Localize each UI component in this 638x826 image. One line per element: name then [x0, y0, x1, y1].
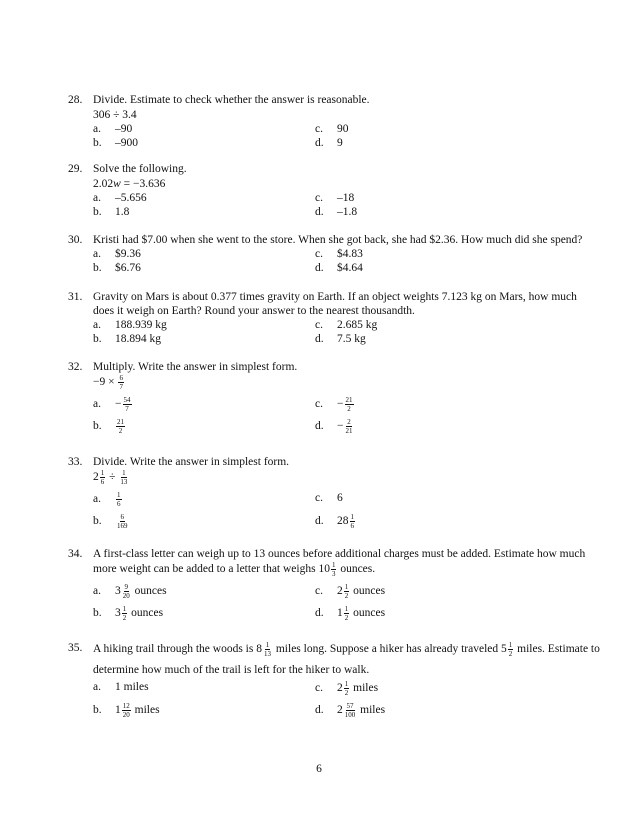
question-number: 31. — [68, 291, 83, 303]
fraction: $\frac{1}{2}$ — [508, 641, 513, 658]
fraction: $\frac{9}{20}$ — [122, 583, 130, 600]
question-28 — [68, 93, 608, 150]
choice-b[interactable]: b. 3 $\frac{1}{2}$ ounces — [93, 605, 164, 622]
choice-a[interactable]: a. 188.939 kg — [93, 319, 167, 331]
question-number: 32. — [68, 361, 83, 373]
choice-d[interactable]: d. 7.5 kg — [315, 333, 366, 345]
question-35 — [68, 641, 608, 724]
question-29 — [68, 162, 608, 219]
question-number: 33. — [68, 456, 83, 468]
question-31 — [68, 290, 608, 346]
question-expression: 306 ÷ 3.4 — [93, 109, 137, 121]
choice-d[interactable]: d. 1 $\frac{1}{2}$ ounces — [315, 605, 386, 622]
choice-a[interactable]: a. –5.656 — [93, 192, 147, 204]
question-stem: Divide. Estimate to check whether the answer is reasonable. — [93, 94, 370, 106]
fraction: $\frac{2}{21}$ — [345, 418, 353, 435]
choice-d[interactable]: d. 2 $\frac{57}{100}$ miles — [315, 702, 386, 719]
choice-d[interactable]: d. − $\frac{2}{21}$ — [315, 418, 353, 435]
question-stem: Solve the following. — [93, 163, 187, 175]
choice-c[interactable]: c. − $\frac{21}{2}$ — [315, 396, 353, 413]
choice-b[interactable]: b. 1 $\frac{12}{20}$ miles — [93, 702, 160, 719]
choice-c[interactable]: c. 2 $\frac{1}{2}$ miles — [315, 680, 379, 697]
choice-a[interactable]: a. –90 — [93, 123, 133, 135]
question-expression: 2 $\frac{1}{6}$ ÷ $\frac{1}{13}$ — [93, 469, 128, 486]
fraction: $\frac{6}{169}$ — [117, 513, 128, 530]
choice-a[interactable]: a. − $\frac{54}{7}$ — [93, 396, 131, 413]
question-stem-line-1: A first-class letter can weigh up to 13 ounces before additional charges must be added. Estimate how much — [93, 548, 586, 560]
choice-b[interactable]: b. $6.76 — [93, 262, 141, 274]
question-33 — [68, 455, 608, 535]
choice-c[interactable]: c. 2 $\frac{1}{2}$ ounces — [315, 583, 386, 600]
fraction: $\frac{1}{2}$ — [344, 680, 349, 697]
question-34 — [68, 547, 608, 627]
question-stem: Gravity on Mars is about 0.377 times gravity on Earth. If an object weights 7.123 kg on Mars, how much does it weigh on Earth? Round your answer to the nearest thousandth. — [93, 291, 577, 317]
fraction: $\frac{57}{100}$ — [344, 702, 356, 719]
choice-c[interactable]: c. $4.83 — [315, 248, 363, 260]
fraction: $\frac{1}{13}$ — [263, 641, 271, 658]
question-stem: Divide. Write the answer in simplest form. — [93, 456, 290, 468]
choice-d[interactable]: d. 28 $\frac{1}{6}$ — [315, 513, 354, 530]
fraction: $\frac{1}{13}$ — [120, 469, 128, 486]
choice-a[interactable]: a. 1 miles — [93, 681, 149, 693]
choice-a[interactable]: a. 3 $\frac{9}{20}$ ounces — [93, 583, 167, 600]
question-30 — [68, 233, 608, 275]
page-number: 6 — [316, 763, 322, 775]
choice-b[interactable]: b. 1.8 — [93, 206, 130, 218]
choice-c[interactable]: c. 2.685 kg — [315, 319, 378, 331]
fraction: $\frac{1}{6}$ — [117, 491, 121, 508]
choice-c[interactable]: c. 6 — [315, 492, 343, 504]
question-32 — [68, 360, 608, 440]
choice-b[interactable]: b. 18.894 kg — [93, 333, 161, 345]
choice-d[interactable]: d. –1.8 — [315, 206, 358, 218]
question-expression: 2.02w = −3.636 — [93, 178, 166, 190]
choice-c[interactable]: c. 90 — [315, 123, 349, 135]
fraction: $\frac{6}{7}$ — [119, 374, 123, 391]
choice-b[interactable]: b. $\frac{6}{169}$ — [93, 513, 128, 530]
question-stem-line-2: more weight can be added to a letter that weighs 10 $\frac{1}{3}$ ounces. — [93, 561, 376, 578]
fraction: $\frac{12}{20}$ — [122, 702, 130, 719]
question-number: 28. — [68, 94, 83, 106]
fraction: $\frac{1}{3}$ — [331, 561, 336, 578]
question-number: 29. — [68, 163, 83, 175]
fraction: $\frac{1}{2}$ — [344, 605, 349, 622]
fraction: $\frac{1}{2}$ — [344, 583, 349, 600]
fraction: $\frac{1}{6}$ — [100, 469, 105, 486]
question-stem-line-1: A hiking trail through the woods is 8 $\frac{1}{13}$ miles long. Suppose a hiker has already traveled 5 $\frac{1}{2}$ miles. Estimate to — [93, 641, 600, 658]
choice-b[interactable]: b. –900 — [93, 137, 138, 149]
fraction: $\frac{1}{6}$ — [350, 513, 354, 530]
choice-b[interactable]: b. $\frac{21}{2}$ — [93, 418, 124, 435]
question-stem: Kristi had $7.00 when she went to the store. When she got back, she had $2.36. How much did she spend? — [93, 234, 583, 246]
question-stem: Multiply. Write the answer in simplest form. — [93, 361, 298, 373]
choice-d[interactable]: d. 9 — [315, 137, 343, 149]
question-number: 35. — [68, 642, 83, 654]
fraction: $\frac{1}{2}$ — [122, 605, 127, 622]
question-stem-line-2: determine how much of the trail is left for the hiker to walk. — [93, 664, 370, 676]
choice-d[interactable]: d. $4.64 — [315, 262, 363, 274]
question-number: 34. — [68, 548, 83, 560]
fraction: $\frac{21}{2}$ — [345, 396, 353, 413]
fraction: $\frac{54}{7}$ — [123, 396, 131, 413]
choice-a[interactable]: a. $\frac{1}{6}$ — [93, 491, 121, 508]
question-number: 30. — [68, 234, 83, 246]
choice-c[interactable]: c. –18 — [315, 192, 355, 204]
choice-a[interactable]: a. $9.36 — [93, 248, 141, 260]
fraction: $\frac{21}{2}$ — [117, 418, 124, 435]
question-expression: −9 × $\frac{6}{7}$ — [93, 374, 123, 391]
